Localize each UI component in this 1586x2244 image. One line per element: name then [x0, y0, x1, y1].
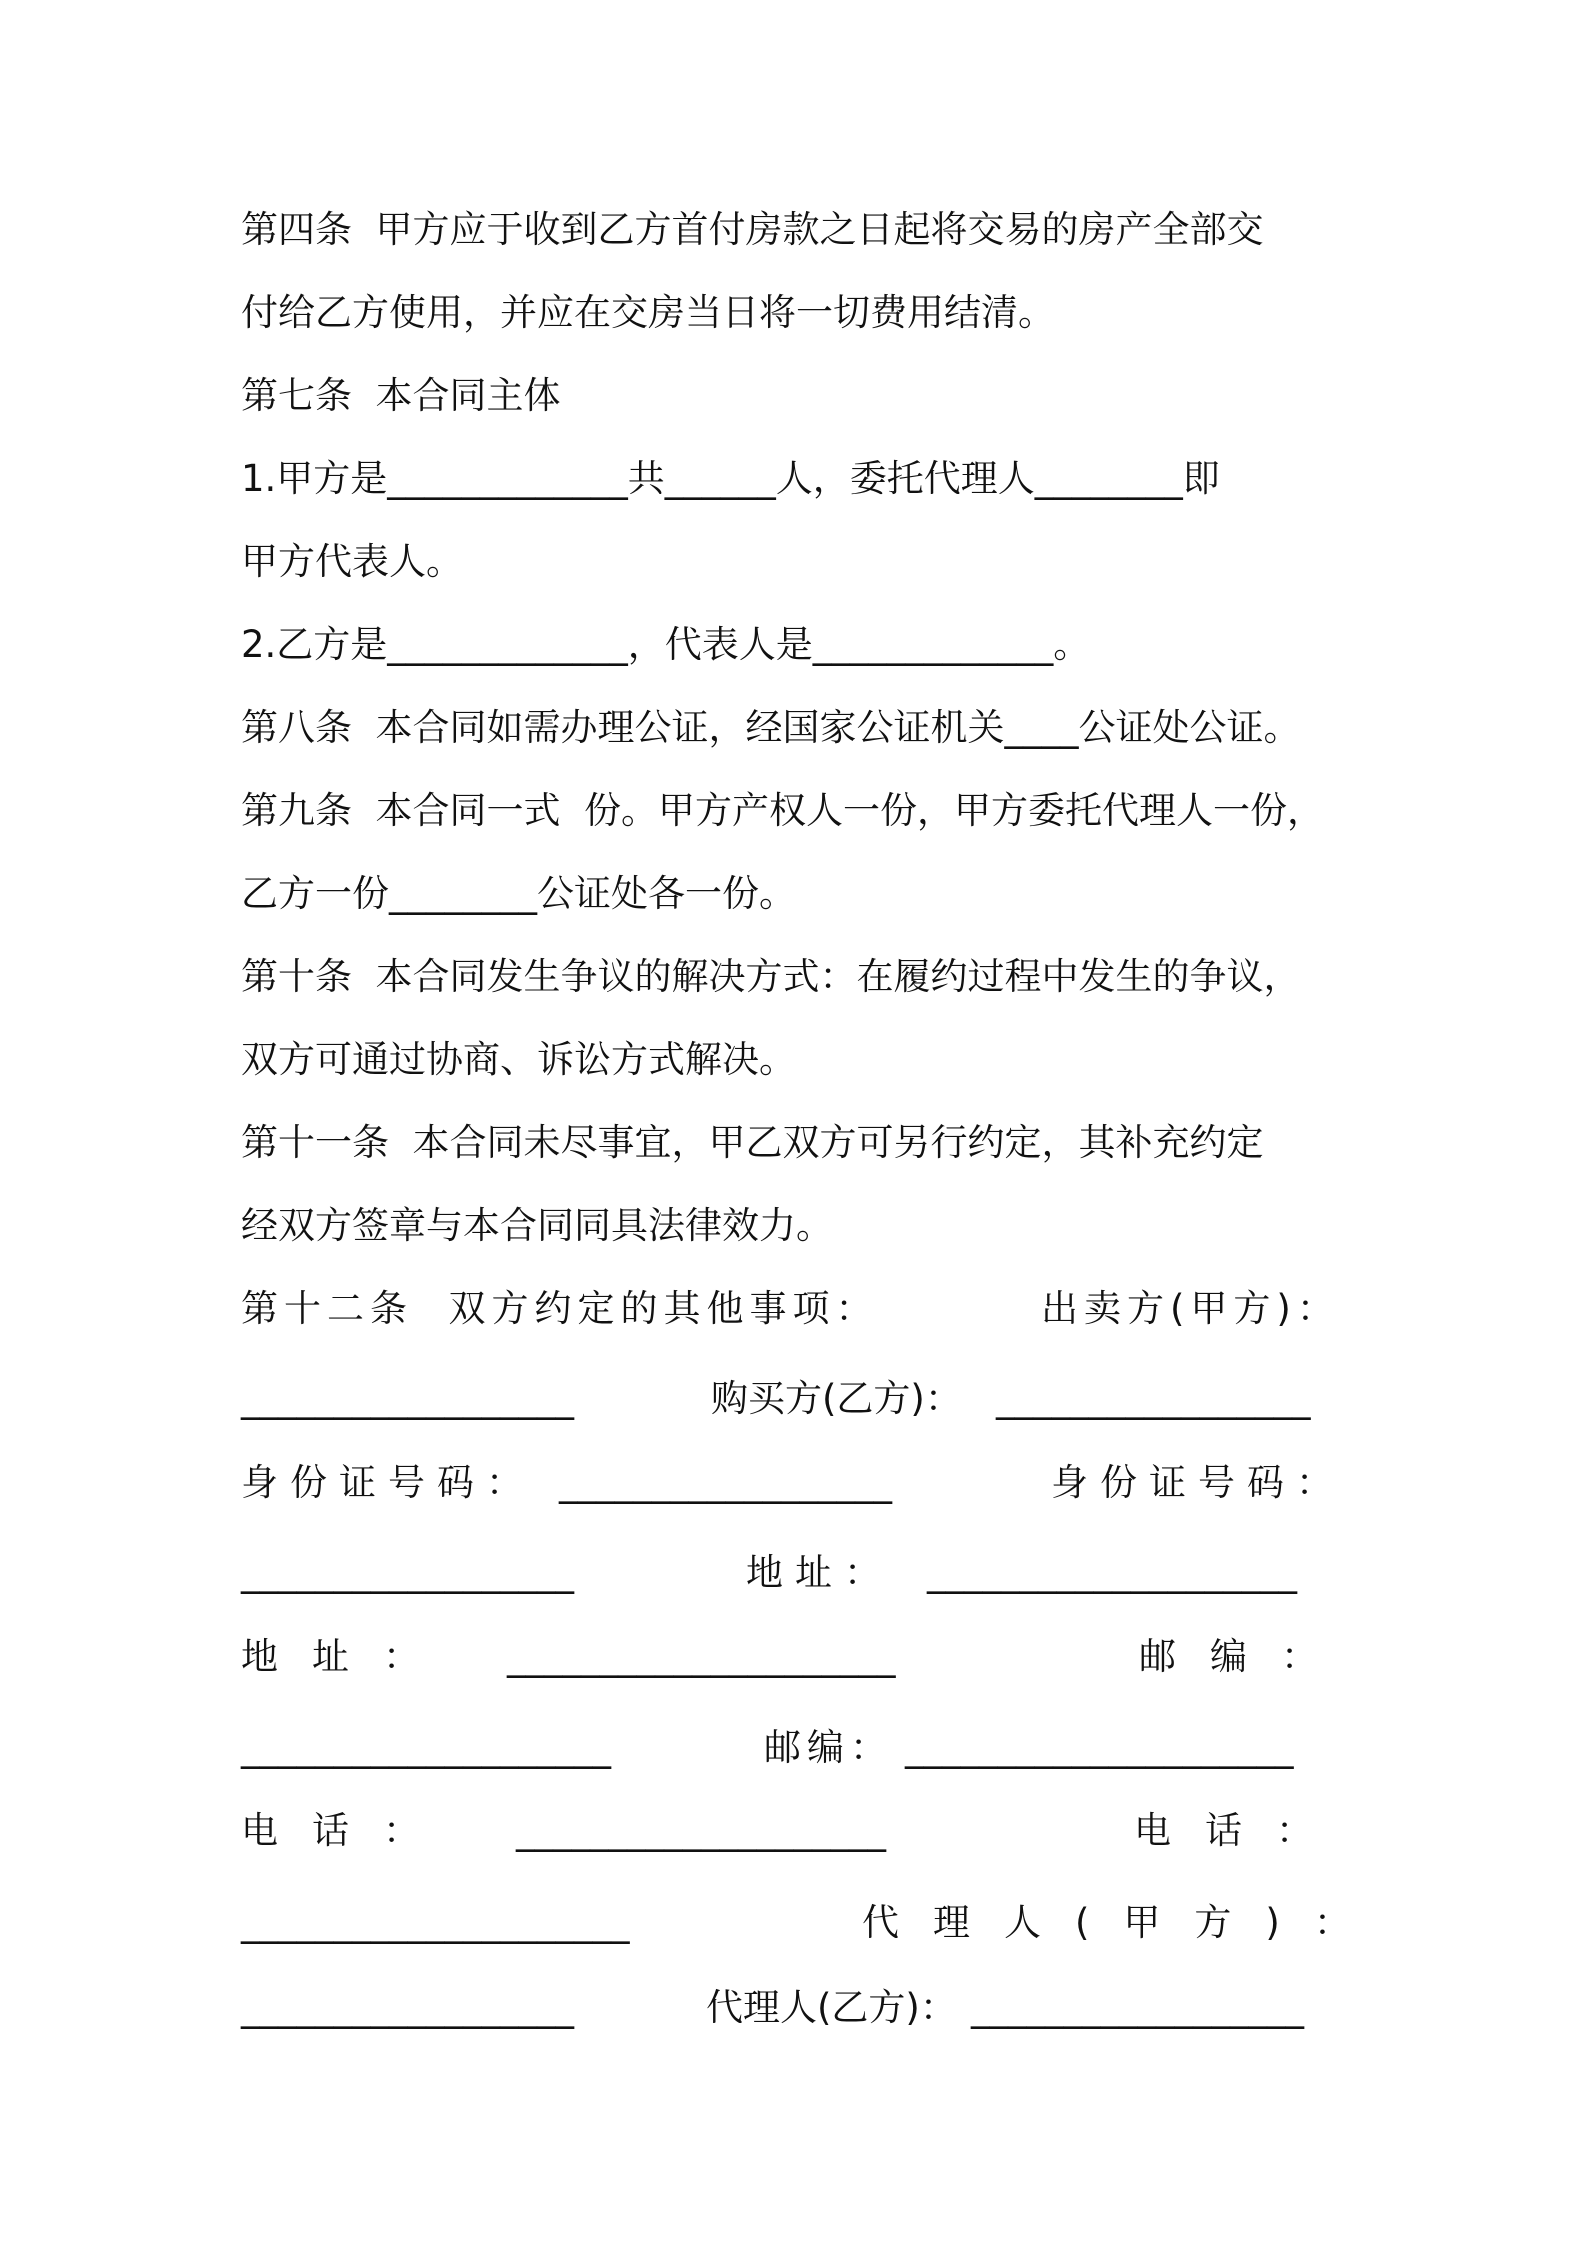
signature-row-4	[241, 1548, 1354, 1598]
article-9-line-1: 第九条 本合同一式 份。甲方产权人一份，甲方委托代理人一份，	[241, 789, 1325, 832]
article-4-line-1: 第四条 甲方应于收到乙方首付房款之日起将交易的房产全部交	[241, 208, 1264, 251]
seller-id-label: 身份证号码：	[241, 1461, 535, 1504]
seller-id-blank: __________________	[559, 1461, 892, 1504]
signature-row-9	[241, 1983, 1354, 2033]
signature-row-1	[241, 1284, 1354, 1334]
seller-address-label: 地址：	[746, 1551, 893, 1594]
seller-label: 出卖方(甲方)：	[1041, 1287, 1340, 1330]
buyer-agent-blank: __________________	[971, 1986, 1304, 2029]
buyer-name-blank: _________________	[996, 1377, 1311, 1420]
article-8: 第八条 本合同如需办理公证，经国家公证机关____公证处公证。	[241, 706, 1301, 749]
article-11-line-1: 第十一条 本合同未尽事宜，甲乙双方可另行约定，其补充约定	[241, 1121, 1264, 1164]
buyer-phone-label: 电话：	[1134, 1809, 1347, 1852]
buyer-zip-label: 邮编：	[764, 1726, 893, 1769]
signature-row-5	[241, 1632, 1354, 1682]
buyer-agent-label: 代理人(乙方)：	[706, 1986, 957, 2029]
signature-row-6	[241, 1723, 1354, 1773]
buyer-id-label: 身份证号码：	[1051, 1461, 1345, 1504]
buyer-label: 购买方(乙方)：	[711, 1377, 962, 1420]
article-7-item-1-line-2: 甲方代表人。	[241, 540, 463, 583]
buyer-phone-blank: _____________________	[241, 1901, 630, 1944]
article-9-line-2: 乙方一份________公证处各一份。	[241, 872, 796, 915]
article-10-line-1: 第十条 本合同发生争议的解决方式：在履约过程中发生的争议，	[241, 955, 1301, 998]
signature-row-7	[241, 1806, 1354, 1856]
buyer-id-blank: __________________	[241, 1551, 574, 1594]
seller-address-blank: ____________________	[927, 1551, 1297, 1594]
seller-zip-label: 邮编：	[1139, 1635, 1352, 1678]
buyer-zip-blank: _____________________	[905, 1726, 1294, 1769]
article-10-line-2: 双方可通过协商、诉讼方式解决。	[241, 1038, 796, 1081]
seller-agent-blank: __________________	[241, 1986, 574, 2029]
seller-phone-label: 电话：	[241, 1809, 454, 1852]
article-7-item-2: 2.乙方是_____________，代表人是_____________。	[241, 623, 1091, 666]
article-12-title: 第十二条 双方约定的其他事项：	[241, 1287, 879, 1330]
seller-name-blank: __________________	[241, 1377, 574, 1420]
article-7-item-1-line-1: 1.甲方是_____________共______人，委托代理人________即	[241, 457, 1220, 500]
seller-phone-blank: ____________________	[516, 1809, 886, 1852]
signature-row-8	[241, 1898, 1385, 1948]
seller-zip-blank: ____________________	[241, 1726, 611, 1769]
signature-row-2	[241, 1374, 1354, 1424]
seller-agent-label: 代理人(甲方)：	[862, 1901, 1385, 1944]
buyer-address-label: 地址：	[241, 1635, 454, 1678]
article-7-title: 第七条 本合同主体	[241, 374, 561, 417]
article-11-line-2: 经双方签章与本合同同具法律效力。	[241, 1204, 833, 1247]
article-4-line-2: 付给乙方使用，并应在交房当日将一切费用结清。	[241, 291, 1055, 334]
buyer-address-blank: _____________________	[507, 1635, 896, 1678]
signature-row-3	[241, 1458, 1354, 1508]
